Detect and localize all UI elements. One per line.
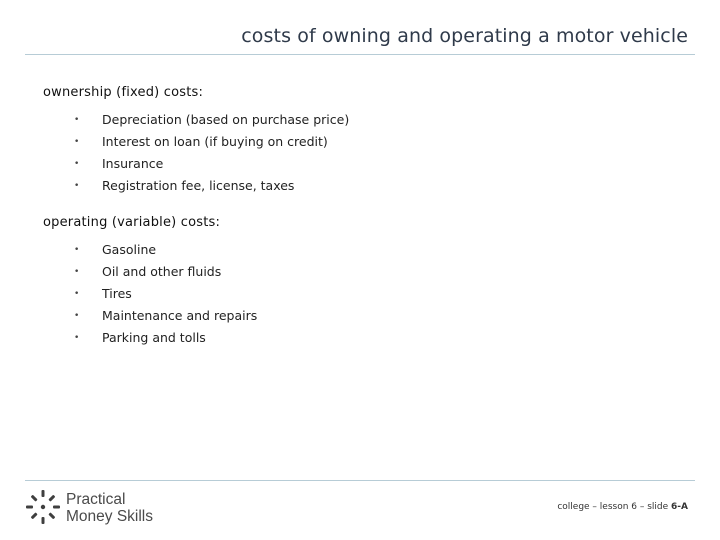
bullet-icon: • (74, 267, 80, 277)
bullet-icon: • (74, 181, 80, 191)
list-item-text: Tires (102, 286, 132, 301)
operating-section (43, 214, 683, 352)
list-item-text: Insurance (102, 156, 164, 171)
ownership-list (43, 112, 683, 200)
bullet-icon: • (74, 289, 80, 299)
list-item (43, 330, 683, 352)
list-item (43, 242, 683, 264)
list-item (43, 134, 683, 156)
list-item-text: Parking and tolls (102, 330, 206, 345)
list-item-text: Maintenance and repairs (102, 308, 258, 323)
list-item (43, 156, 683, 178)
bullet-icon: • (74, 137, 80, 147)
logo-wordmark (66, 491, 153, 525)
practical-money-skills-logo (24, 488, 164, 528)
slide-title: costs of owning and operating a motor vehicle (241, 25, 688, 47)
bullet-icon: • (74, 311, 80, 321)
footer-text: college – lesson 6 – slide (557, 502, 672, 512)
ownership-heading: ownership (fixed) costs: (43, 85, 204, 100)
title-divider (25, 54, 695, 55)
logo-line-1: Practical (66, 491, 126, 508)
bullet-icon: • (74, 159, 80, 169)
bullet-icon: • (74, 115, 80, 125)
list-item (43, 308, 683, 330)
list-item-text: Depreciation (based on purchase price) (102, 112, 350, 127)
bullet-icon: • (74, 245, 80, 255)
list-item-text: Registration fee, license, taxes (102, 178, 295, 193)
list-item-text: Gasoline (102, 242, 157, 257)
slide-number: 6-A (671, 502, 688, 512)
ownership-section (43, 84, 683, 200)
operating-heading: operating (variable) costs: (43, 215, 221, 230)
asterisk-burst-icon (24, 488, 62, 526)
list-item (43, 112, 683, 134)
slide-footer (557, 502, 688, 512)
bullet-icon: • (74, 333, 80, 343)
operating-list (43, 242, 683, 352)
list-item (43, 264, 683, 286)
list-item (43, 286, 683, 308)
footer-divider (25, 480, 695, 481)
list-item-text: Oil and other fluids (102, 264, 222, 279)
logo-line-2: Money Skills (66, 508, 153, 525)
list-item-text: Interest on loan (if buying on credit) (102, 134, 328, 149)
list-item (43, 178, 683, 200)
